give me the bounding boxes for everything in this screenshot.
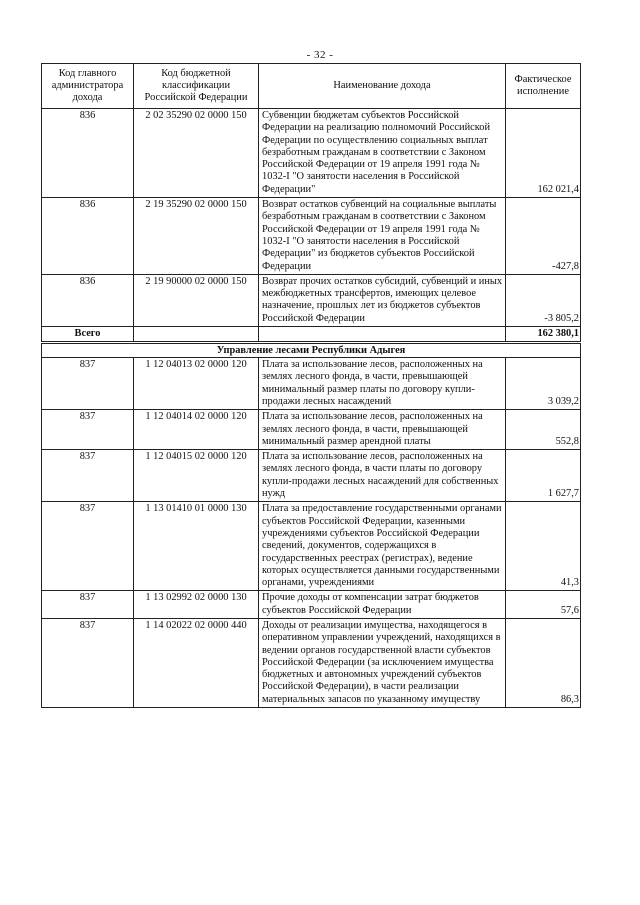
actual-value-cell: 3 039,2 <box>506 358 581 410</box>
table-header-row <box>42 64 581 109</box>
actual-value-cell: 1 627,7 <box>506 450 581 502</box>
table-row <box>42 198 581 275</box>
actual-value-cell: 86,3 <box>506 618 581 707</box>
income-name-cell: Субвенции бюджетам субъектов Российской Федерации на реализацию полномочий Российской Федерации по осуществлению социальных выплат безработным гражданам в соответствии с Законом Российской Федерации от 19 апреля 1991 года № 1032-I "О занятости населения в Российской Федерации" <box>259 109 506 198</box>
budget-code-cell: 1 13 02992 02 0000 130 <box>134 591 259 619</box>
budget-code-cell: 2 19 35290 02 0000 150 <box>134 198 259 275</box>
actual-value-cell: 41,3 <box>506 502 581 591</box>
budget-code-cell: 1 12 04013 02 0000 120 <box>134 358 259 410</box>
actual-value-cell: -427,8 <box>506 198 581 275</box>
admin-code-cell: 837 <box>42 358 134 410</box>
table-row <box>42 358 581 410</box>
admin-code-cell: 837 <box>42 410 134 450</box>
admin-code-cell: 837 <box>42 450 134 502</box>
admin-code-cell: 837 <box>42 591 134 619</box>
header-actual-value: Фактическое исполнение <box>506 64 581 109</box>
income-name-cell: Плата за использование лесов, расположенных на землях лесного фонда, в части, превышающей минимальный размер платы по договору купли-продажи лесных насаждений <box>259 358 506 410</box>
total-label: Всего <box>42 327 134 343</box>
budget-code-cell: 1 13 01410 01 0000 130 <box>134 502 259 591</box>
income-name-cell: Возврат остатков субвенций на социальные выплаты безработным гражданам в соответствии с Законом Российской Федерации от 19 апреля 1991 года № 1032-I "О занятости населения в Российской Федерации" из бюджетов субъектов Российской Федерации <box>259 198 506 275</box>
table-row <box>42 450 581 502</box>
actual-value-cell: 57,6 <box>506 591 581 619</box>
table-row <box>42 618 581 707</box>
admin-code-cell: 836 <box>42 274 134 326</box>
income-name-cell: Прочие доходы от компенсации затрат бюджетов субъектов Российской Федерации <box>259 591 506 619</box>
actual-value-cell: 162 021,4 <box>506 109 581 198</box>
header-budget-code: Код бюджетной классификации Российской Федерации <box>134 64 259 109</box>
income-name-cell: Возврат прочих остатков субсидий, субвенций и иных межбюджетных трансфертов, имеющих целевое назначение, прошлых лет из бюджетов субъектов Российской Федерации <box>259 274 506 326</box>
header-income-name: Наименование дохода <box>259 64 506 109</box>
income-name-cell: Плата за предоставление государственными органами субъектов Российской Федерации, казенными учреждениями субъектов Российской Федерации сведений, документов, содержащихся в государственных реестрах (регистрах), ведение которых осуществляется данными государственными органами, учреждениями <box>259 502 506 591</box>
header-admin-code: Код главного администратора дохода <box>42 64 134 109</box>
admin-code-cell: 837 <box>42 502 134 591</box>
table-row <box>42 502 581 591</box>
actual-value-cell: -3 805,2 <box>506 274 581 326</box>
actual-value-cell: 552,8 <box>506 410 581 450</box>
budget-code-cell: 1 14 02022 02 0000 440 <box>134 618 259 707</box>
income-name-cell: Плата за использование лесов, расположенных на землях лесного фонда, в части, превышающей минимальный размер арендной платы <box>259 410 506 450</box>
admin-code-cell: 837 <box>42 618 134 707</box>
budget-code-cell: 2 19 90000 02 0000 150 <box>134 274 259 326</box>
table-row <box>42 109 581 198</box>
table-row <box>42 274 581 326</box>
revenue-table <box>41 63 581 708</box>
budget-code-cell: 1 12 04015 02 0000 120 <box>134 450 259 502</box>
section-title: Управление лесами Республики Адыгея <box>42 343 581 358</box>
admin-code-cell: 836 <box>42 109 134 198</box>
total-row <box>42 327 581 343</box>
total-value: 162 380,1 <box>506 327 581 343</box>
section-header-row <box>42 343 581 358</box>
table-row <box>42 410 581 450</box>
table-row <box>42 591 581 619</box>
income-name-cell: Доходы от реализации имущества, находящегося в оперативном управлении учреждений, находящихся в ведении органов государственной власти субъектов Российской Федерации (за исключением имущества бюджетных и автономных учреждений субъектов Российской Федерации), в части реализации материальных запасов по указанному имуществу <box>259 618 506 707</box>
page-number: - 32 - <box>306 49 334 61</box>
empty-cell <box>259 327 506 343</box>
budget-code-cell: 1 12 04014 02 0000 120 <box>134 410 259 450</box>
budget-code-cell: 2 02 35290 02 0000 150 <box>134 109 259 198</box>
income-name-cell: Плата за использование лесов, расположенных на землях лесного фонда, в части платы по договору купли-продажи лесных насаждений для собственных нужд <box>259 450 506 502</box>
admin-code-cell: 836 <box>42 198 134 275</box>
empty-cell <box>134 327 259 343</box>
